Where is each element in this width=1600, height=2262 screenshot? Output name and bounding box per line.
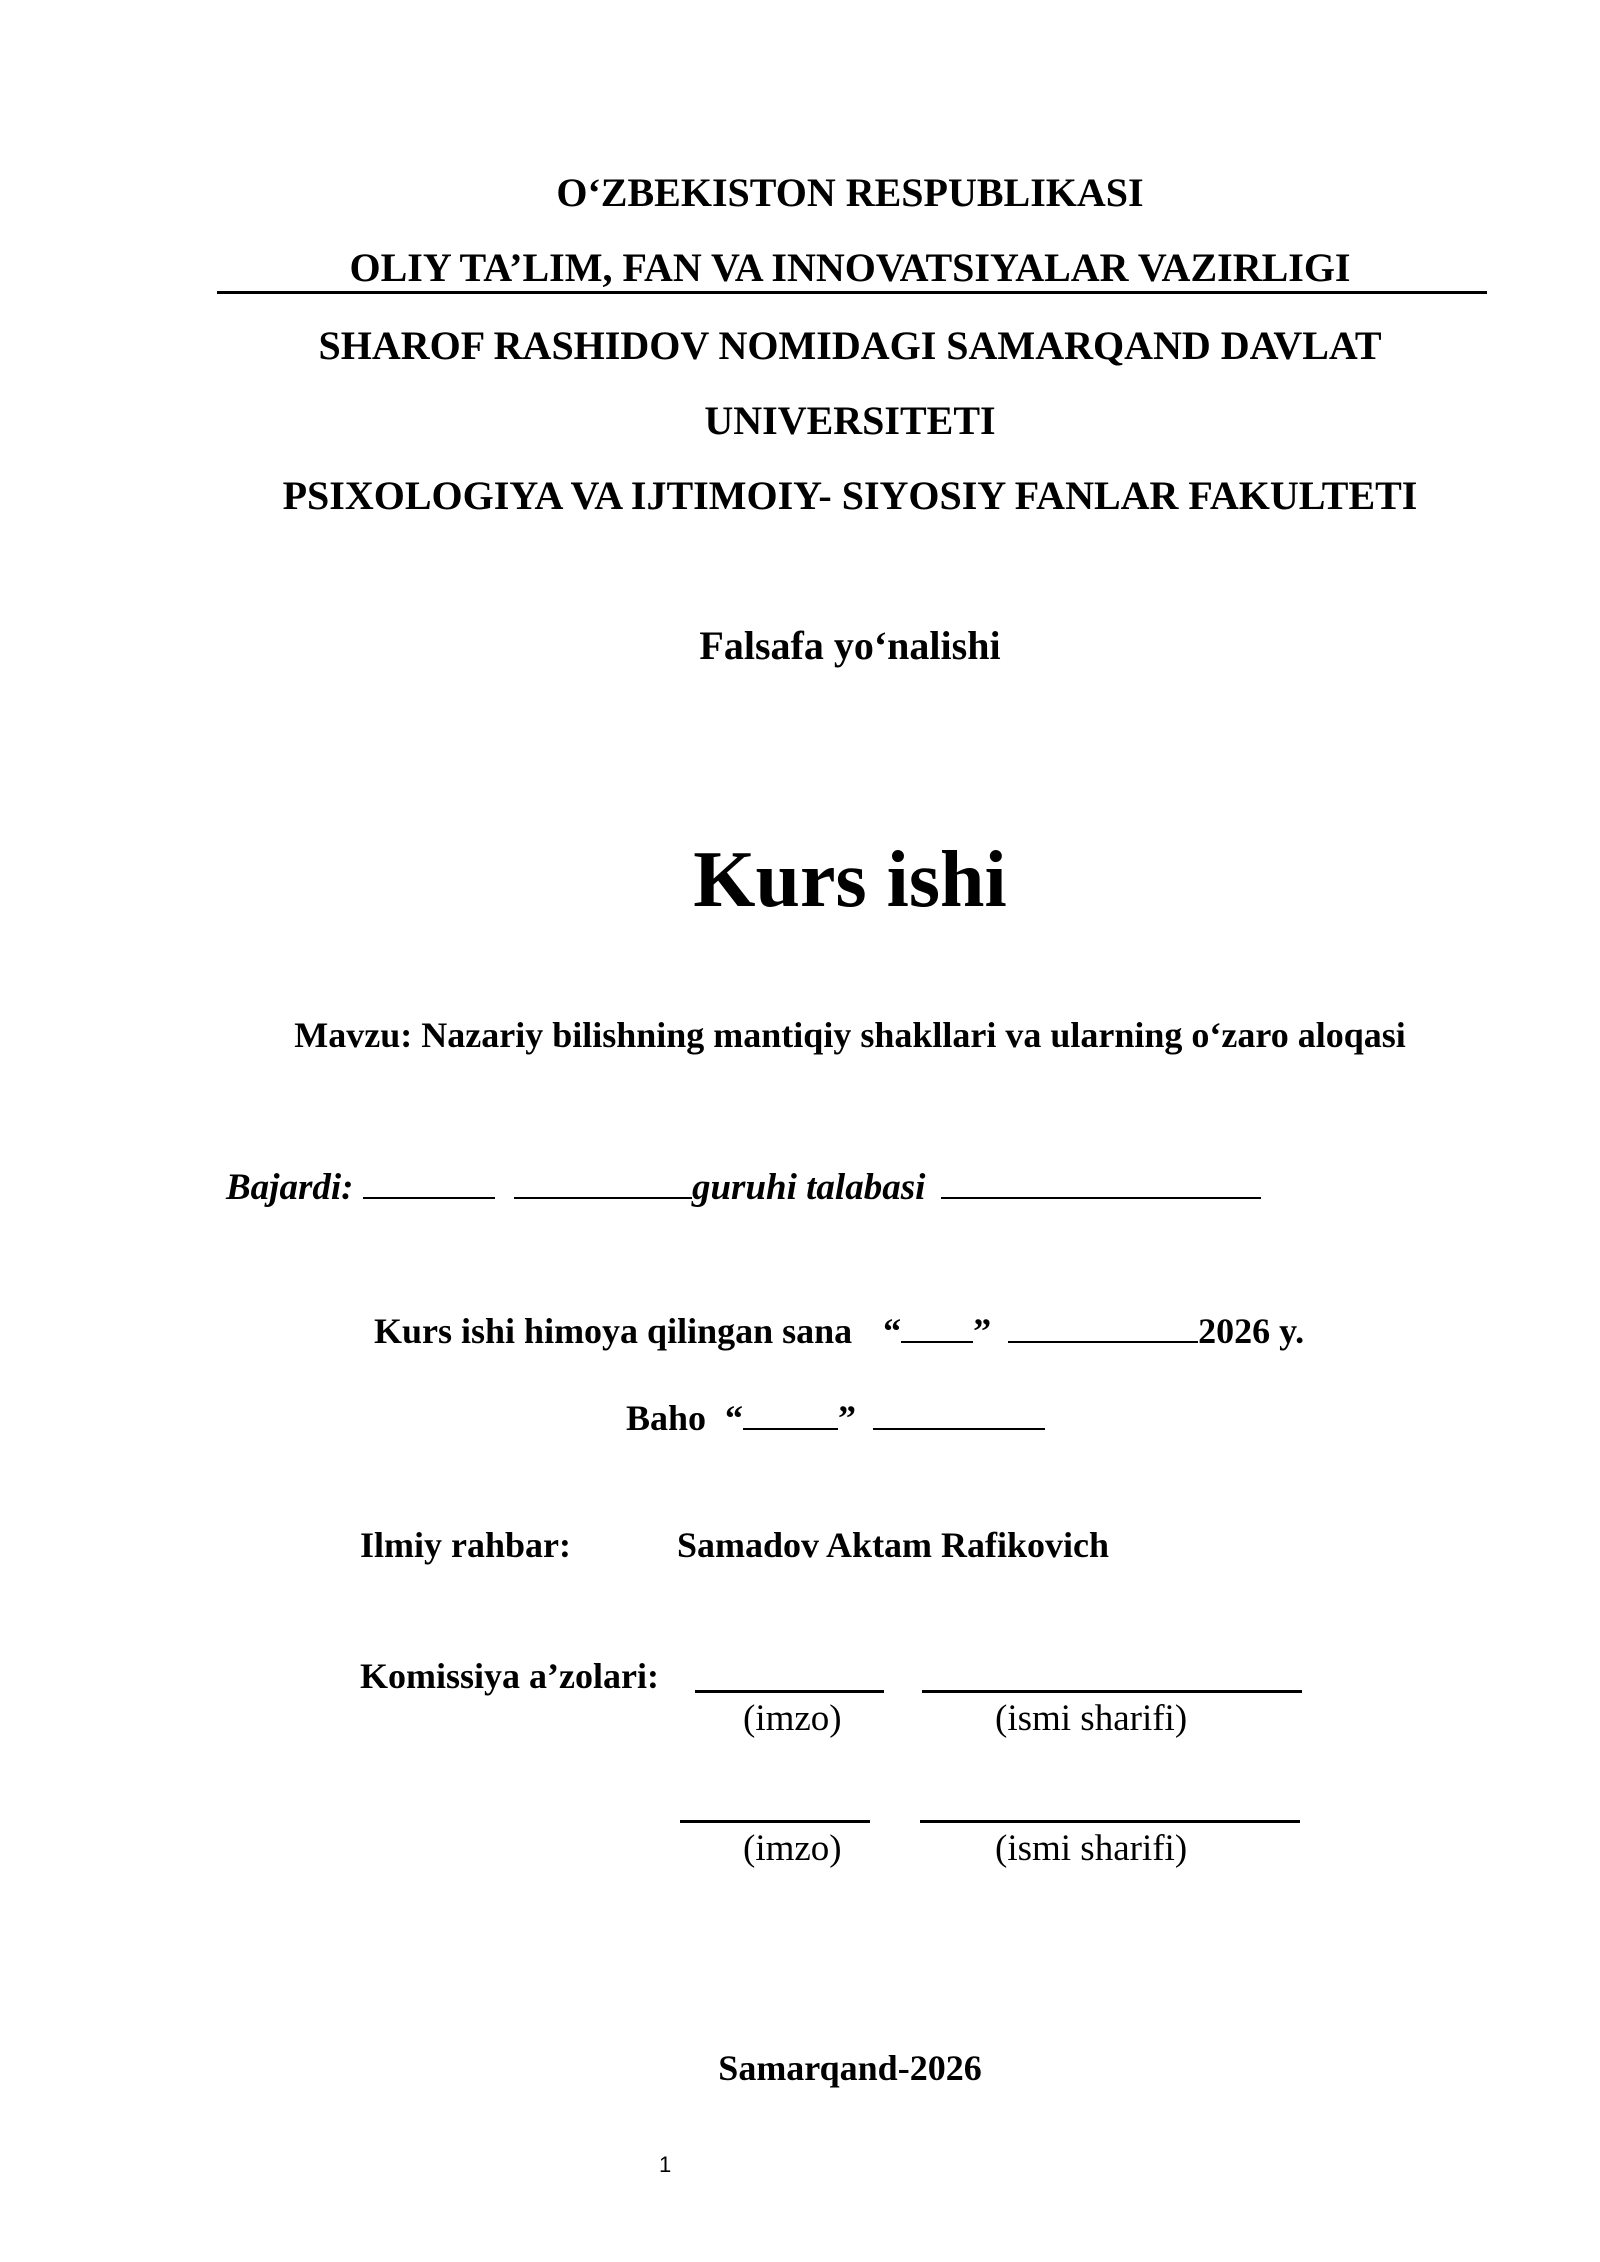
topic-line: Mavzu: Nazariy bilishning mantiqiy shakllari va ularning o‘zaro aloqasi bbox=[294, 1015, 1406, 1055]
commission-label: Komissiya a’zolari: bbox=[360, 1656, 659, 1696]
name-caption-2: (ismi sharifi) bbox=[995, 1828, 1188, 1869]
defense-open-quote: “ bbox=[883, 1311, 902, 1351]
performer-blank-1[interactable] bbox=[363, 1163, 495, 1199]
header-university-cont: UNIVERSITETI bbox=[704, 398, 996, 443]
defense-date-row bbox=[374, 1307, 1304, 1349]
performer-row bbox=[226, 1163, 1261, 1206]
commission-signature-line-2[interactable] bbox=[680, 1820, 870, 1823]
group-blank[interactable] bbox=[514, 1163, 692, 1199]
supervisor-name: Samadov Aktam Rafikovich bbox=[677, 1525, 1110, 1565]
supervisor-label: Ilmiy rahbar: bbox=[360, 1525, 571, 1565]
defense-month-blank[interactable] bbox=[1008, 1307, 1198, 1343]
grade-word-blank[interactable] bbox=[873, 1394, 1045, 1430]
document-title: Kurs ishi bbox=[693, 836, 1007, 924]
page-number: 1 bbox=[659, 2152, 672, 2177]
commission-name-line-2[interactable] bbox=[920, 1820, 1300, 1823]
defense-label: Kurs ishi himoya qilingan sana bbox=[374, 1311, 853, 1351]
header-country: O‘ZBEKISTON RESPUBLIKASI bbox=[556, 170, 1144, 215]
header-university: SHAROF RASHIDOV NOMIDAGI SAMARQAND DAVLAT bbox=[318, 323, 1382, 368]
defense-day-blank[interactable] bbox=[901, 1307, 973, 1343]
header-faculty: PSIXOLOGIYA VA IJTIMOIY- SIYOSIY FANLAR FAKULTETI bbox=[282, 473, 1418, 518]
signature-caption-1: (imzo) bbox=[743, 1698, 842, 1739]
header-ministry: OLIY TA’LIM, FAN VA INNOVATSIYALAR VAZIRLIGI bbox=[349, 245, 1351, 290]
city-year: Samarqand-2026 bbox=[718, 2048, 982, 2088]
name-caption-1: (ismi sharifi) bbox=[995, 1698, 1188, 1739]
grade-close-quote: ” bbox=[838, 1398, 857, 1438]
commission-signature-line-1[interactable] bbox=[695, 1690, 884, 1693]
commission-name-line-1[interactable] bbox=[922, 1690, 1302, 1693]
grade-open-quote: “ bbox=[725, 1398, 744, 1438]
study-direction: Falsafa yo‘nalishi bbox=[699, 623, 1001, 668]
group-text: guruhi talabasi bbox=[691, 1167, 926, 1208]
signature-caption-2: (imzo) bbox=[743, 1828, 842, 1869]
grade-row bbox=[626, 1394, 1045, 1436]
header-divider bbox=[217, 291, 1487, 294]
student-name-blank[interactable] bbox=[941, 1163, 1261, 1199]
grade-label: Baho bbox=[626, 1398, 707, 1438]
defense-close-quote: ” bbox=[973, 1311, 992, 1351]
grade-number-blank[interactable] bbox=[743, 1394, 838, 1430]
defense-year: 2026 y. bbox=[1198, 1311, 1305, 1351]
performer-label: Bajardi: bbox=[226, 1167, 354, 1208]
